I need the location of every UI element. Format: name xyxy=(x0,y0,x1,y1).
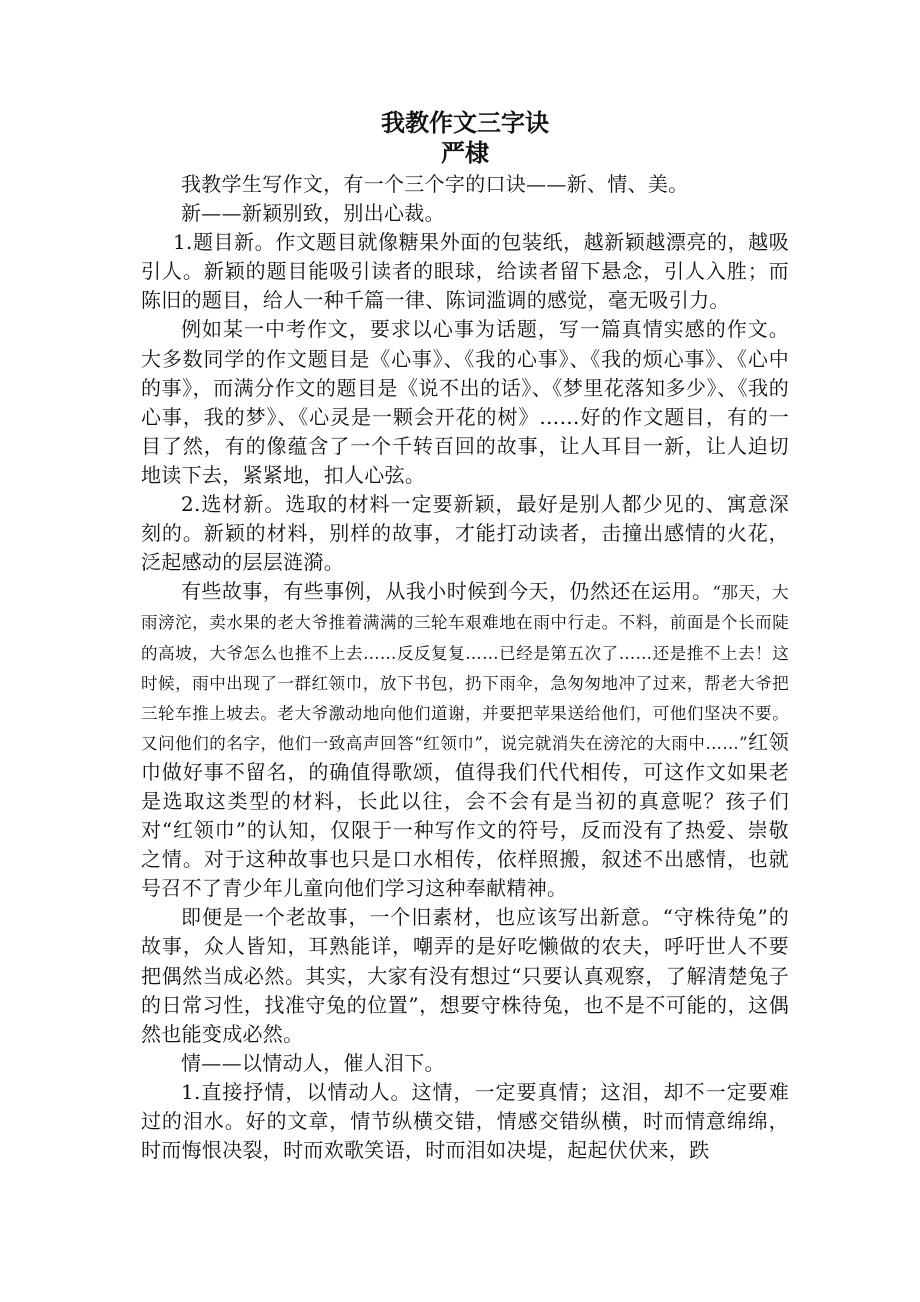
document-page xyxy=(141,108,789,1165)
story-intro: 有些故事，有些事例，从我小时候到今天，仍然还在运用。 xyxy=(181,579,713,604)
paragraph-new-heading: 新——新颖别致，别出心裁。 xyxy=(181,201,445,226)
paragraph-title-new: 1.题目新。作文题目就像糖果外面的包装纸，越新颖越漂亮的，越吸引人。新颖的题目能吸引读者的眼球，给读者留下悬念，引人入胜；而陈旧的题目，给人一种千篇一律、陈词滥调的感觉，毫无吸引力。 xyxy=(141,230,789,313)
paragraph-material-new: 2.选材新。选取的材料一定要新颖，最好是别人都少见的、寓意深刻的。新颖的材料，别样的故事，才能打动读者，击撞出感情的火花，泛起感动的层层涟漪。 xyxy=(141,492,789,575)
document-title: 我教作文三字诀 xyxy=(381,108,549,137)
story-commentary: 红领巾做好事不留名，的确值得歌颂，值得我们代代相传，可这作文如果老是选取这类型的材料，长此以往，会不会有是当初的真意呢？孩子们对“红领巾”的认知，仅限于一种写作文的符号，反而没有了热爱、崇敬之情。对于这种故事也只是口水相传，依样照搬，叙述不出感情，也就号召不了青少年儿童向他们学习这种奉献精神。 xyxy=(141,729,789,901)
story-quote: “那天，大雨滂沱，卖水果的老大爷推着满满的三轮车艰难地在雨中行走。不料，前面是个长而陡的高坡，大爷怎么也推不上去……反反复复……已经是第五次了……还是推不上去！这时候，雨中出现了一群红领巾，放下书包，扔下雨伞，急匆匆地冲了过来，帮老大爷把三轮车推上坡去。老大爷激动地向他们道谢，并要把苹果送给他们，可他们坚决不要。又问他们的名字，他们一致高声回答“红领巾”，说完就消失在滂沱的大雨中……” xyxy=(141,583,789,753)
document-author: 严棣 xyxy=(441,138,489,167)
paragraph-example-exam: 例如某一中考作文，要求以心事为话题，写一篇真情实感的作文。大多数同学的作文题目是《心事》、《我的心事》、《我的烦心事》、《心中的事》，而满分作文的题目是《说不出的话》、《梦里花落知多少》、《我的心事，我的梦》、《心灵是一颗会开花的树》……好的作文题目，有的一目了然，有的像蕴含了一个千转百回的故事，让人耳目一新，让人迫切地读下去，紧紧地，扣人心弦。 xyxy=(141,317,789,487)
paragraph-old-story: 即便是一个老故事，一个旧素材，也应该写出新意。“守株待兔”的故事，众人皆知，耳熟能详，嘲弄的是好吃懒做的农夫，呼吁世人不要把偶然当成必然。其实，大家有没有想过“只要认真观察，了解清楚兔子的日常习性，找准守兔的位置”，想要守株待兔，也不是不可能的，这偶然也能变成必然。 xyxy=(141,905,789,1046)
paragraph-emotion-heading: 情——以情动人，催人泪下。 xyxy=(181,1050,445,1075)
paragraph-story xyxy=(141,577,789,903)
paragraph-intro: 我教学生写作文，有一个三个字的口诀——新、情、美。 xyxy=(181,172,689,196)
paragraph-direct-emotion: 1.直接抒情，以情动人。这情，一定要真情；这泪，却不一定要难过的泪水。好的文章，情节纵横交错，情感交错纵横，时而情意绵绵，时而悔恨决裂，时而欢歌笑语，时而泪如决堤，起起伏伏来，跌 xyxy=(141,1079,789,1163)
